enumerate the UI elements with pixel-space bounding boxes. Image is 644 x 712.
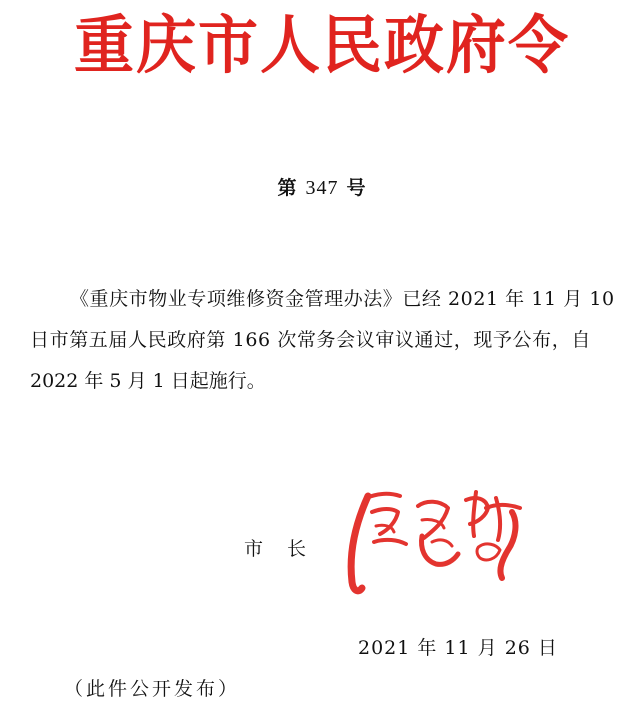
order-number-value: 347 — [305, 177, 339, 199]
body-paragraph-line-3: 2022 年 5 月 1 日起施行。 — [30, 370, 266, 392]
body-paragraph-line-1: 《重庆市物业专项维修资金管理办法》已经 2021 年 11 月 10 — [70, 288, 615, 310]
body-paragraph-line-2: 日市第五届人民政府第 166 次常务会议审议通过，现予公布，自 — [30, 329, 591, 351]
document-header-title: 重庆市人民政府令 — [74, 9, 570, 83]
signing-date: 2021 年 11 月 26 日 — [358, 637, 558, 659]
order-number — [0, 173, 644, 200]
order-prefix: 第 — [277, 177, 298, 199]
handwritten-signature-image — [336, 478, 536, 598]
publish-note: （此件公开发布） — [64, 678, 241, 700]
order-suffix: 号 — [346, 177, 367, 199]
mayor-label: 市长 — [244, 538, 331, 560]
